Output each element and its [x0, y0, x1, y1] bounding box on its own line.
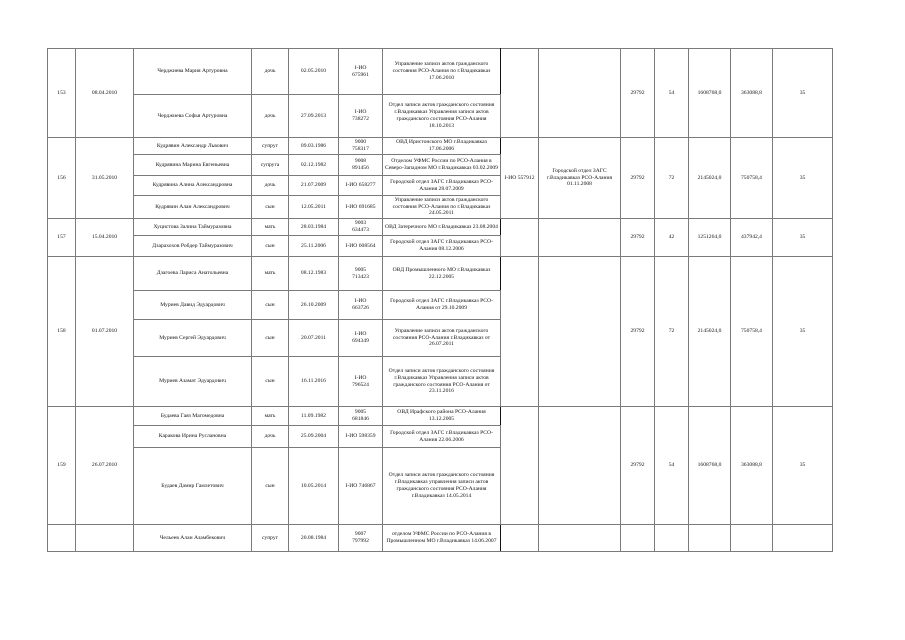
member-issuer: отделом УФМС России по РСО-Алания в Промышленном МО г.Владикавказ 14.06.2007 [383, 525, 501, 552]
document-series: 9005 [354, 409, 367, 416]
document-number: 658277 [358, 182, 376, 188]
member-relation: сын [252, 196, 289, 219]
member-name: Кудрявин Алан Александрович [134, 196, 252, 219]
quantity-value: 29792 [621, 138, 655, 219]
document-series: I-ИО [354, 109, 367, 116]
member-issuer: Отдел записи актов гражданского состояния г.Владикавказ Управления записи актов гражданского состояния РСО-Алания 18.10.2013 [383, 95, 501, 138]
member-relation: сын [252, 357, 289, 407]
member-document [339, 95, 383, 138]
member-relation: дочь [252, 426, 289, 448]
quantity-value: 29792 [621, 257, 655, 407]
sum-total: 1608768,0 [689, 407, 731, 525]
table-row [48, 257, 833, 291]
member-name: Кудрявин Александр Львович [134, 138, 252, 155]
member-name: Муриев Давид Эдуардович [134, 291, 252, 320]
certificate-number [501, 407, 539, 525]
document-series: I-ИО [354, 374, 367, 381]
document-number: 796524 [352, 381, 369, 388]
member-document [339, 155, 383, 176]
member-name: Каракова Ирина Руслановна [134, 426, 252, 448]
document-number: 608564 [358, 242, 376, 249]
member-name: Чельеев Алан Азамбекович [134, 525, 252, 552]
member-name: Хуцистова Залина Таймуразовна [134, 219, 252, 236]
certificate-issuer [539, 525, 621, 552]
code-value: 35 [773, 407, 833, 525]
member-birthdate: 28.03.1984 [289, 219, 339, 236]
document-number: 738272 [352, 116, 369, 122]
member-relation: дочь [252, 176, 289, 196]
member-document [339, 196, 383, 219]
record-date: 08.04.2010 [76, 49, 134, 138]
sum-total [689, 525, 731, 552]
registry-table [47, 48, 833, 552]
member-relation: супруг [252, 525, 289, 552]
document-series: 9003 [354, 220, 367, 227]
document-number: 598359 [358, 433, 376, 439]
member-document [339, 176, 383, 196]
record-number: 153 [48, 49, 76, 138]
member-name: Будаев Дамир Гамлетович [134, 448, 252, 525]
member-relation: сын [252, 320, 289, 357]
quantity-value: 29792 [621, 407, 655, 525]
member-birthdate: 25.09.2004 [289, 426, 339, 448]
record-date: 01.07.2010 [76, 257, 134, 407]
document-series: I-ИО [354, 64, 367, 71]
member-birthdate: 02.05.2010 [289, 49, 339, 95]
area-value [655, 525, 689, 552]
document-number: 797992 [352, 538, 369, 544]
document-series: I-ИО [354, 298, 367, 305]
member-issuer: Отдел записи актов гражданского состояния г.Владикавказ Управления записи актов гражданского состояния РСО-Алания от 23.11.2016 [383, 357, 501, 407]
code-value: 35 [773, 219, 833, 257]
registry-body [48, 49, 833, 552]
area-value: 72 [655, 257, 689, 407]
member-issuer: Отделом УФМС России по РСО-Алания в Северо-Западном МО г.Владикавказ 03.02.2009 [383, 155, 501, 176]
certificate-issuer [539, 407, 621, 525]
document-series: I-ИО [345, 182, 358, 188]
sum-share: 750758,4 [731, 257, 773, 407]
member-birthdate: 26.10.2009 [289, 291, 339, 320]
area-value: 72 [655, 138, 689, 219]
document-series: I-ИО [345, 482, 358, 489]
member-issuer: Городской отдел ЗАГС г.Владикавказ РСО-Алания от 29.10.2009 [383, 291, 501, 320]
quantity-value: 29792 [621, 49, 655, 138]
member-issuer: Управление записи актов гражданского состояния РСО-Алания г.Владикавказ от 26.07.2011 [383, 320, 501, 357]
document-number: 891456 [352, 165, 369, 171]
document-series: 9005 [354, 266, 367, 273]
certificate-number [501, 525, 539, 552]
member-birthdate: 27.09.2013 [289, 95, 339, 138]
document-series: 9008 [354, 158, 367, 165]
member-issuer: ОВД Ирафского района РСО-Алания 13.12.2005 [383, 407, 501, 426]
document-series: I-ИО [345, 203, 358, 210]
member-document [339, 138, 383, 155]
certificate-issuer: Городской отдел ЗАГС г.Владикавказ РСО-Алания 01.11.2008 [539, 138, 621, 219]
member-document [339, 357, 383, 407]
area-value: 42 [655, 219, 689, 257]
sum-share: 363088,8 [731, 407, 773, 525]
member-name: Дзарахохов Робдер Таймуразович [134, 236, 252, 257]
code-value: 35 [773, 138, 833, 219]
member-document [339, 525, 383, 552]
document-number: 634473 [352, 227, 369, 233]
table-row [48, 407, 833, 426]
member-birthdate: 21.07.2009 [289, 176, 339, 196]
document-number: 691685 [358, 203, 376, 210]
member-document [339, 426, 383, 448]
record-number: 158 [48, 257, 76, 407]
member-relation: мать [252, 407, 289, 426]
member-relation: сын [252, 291, 289, 320]
member-name: Черджиева Софья Артуровна [134, 95, 252, 138]
certificate-issuer [539, 257, 621, 407]
document-number: 713423 [352, 273, 369, 280]
member-issuer: ОВД Промышленного МО г.Владикавказ 22.12.2005 [383, 257, 501, 291]
record-date: 15.04.2010 [76, 219, 134, 257]
member-relation: супруга [252, 155, 289, 176]
code-value: 35 [773, 49, 833, 138]
document-number: 694349 [352, 338, 369, 344]
member-relation: дочь [252, 49, 289, 95]
member-birthdate: 12.05.2011 [289, 196, 339, 219]
member-issuer: ОВД Иристонского МО г.Владикавказ 17.06.2006 [383, 138, 501, 155]
table-row [48, 525, 833, 552]
certificate-issuer [539, 49, 621, 138]
member-issuer: Городской отдел ЗАГС г.Владикавказ РСО-Алания 08.12.2006 [383, 236, 501, 257]
quantity-value [621, 525, 655, 552]
document-series: I-ИО [354, 331, 367, 338]
document-number: 663726 [352, 305, 369, 311]
table-row [48, 219, 833, 236]
sum-share [731, 525, 773, 552]
member-name: Будаева Гаяз Магомедовна [134, 407, 252, 426]
member-relation: мать [252, 219, 289, 236]
member-issuer: Отдел записи актов гражданского состояния г.Владикавказ управления записи актов гражданского состояния РСО-Алания г.Владикавказ 14.05.2014 [383, 448, 501, 525]
member-birthdate: 09.03.1986 [289, 138, 339, 155]
member-issuer: Управление записи актов гражданского состояния РСО-Алания по г.Владикавказ 24.05.2011 [383, 196, 501, 219]
certificate-number [501, 49, 539, 138]
code-value: 35 [773, 257, 833, 407]
record-date: 26.07.2010 [76, 407, 134, 525]
document-number: 758317 [352, 146, 369, 152]
certificate-issuer [539, 219, 621, 257]
member-issuer: ОВД Затеречного МО г.Владикавказ 23.08.2004 [383, 219, 501, 236]
record-number: 156 [48, 138, 76, 219]
member-issuer: Управление записи актов гражданского состояния РСО-Алания по г.Владикавказ 17.06.2010 [383, 49, 501, 95]
member-birthdate: 02.12.1982 [289, 155, 339, 176]
record-number [48, 525, 76, 552]
certificate-number [501, 257, 539, 407]
member-document [339, 236, 383, 257]
quantity-value: 29792 [621, 219, 655, 257]
member-document [339, 291, 383, 320]
member-document [339, 49, 383, 95]
member-document [339, 257, 383, 291]
sum-share: 363088,8 [731, 49, 773, 138]
document-number: 746867 [358, 482, 376, 489]
member-name: Муриев Сергей Эдуардович [134, 320, 252, 357]
document-series: 9000 [354, 139, 367, 146]
member-document [339, 407, 383, 426]
document-number: 675961 [352, 71, 369, 78]
area-value: 54 [655, 49, 689, 138]
document-series: I-ИО [345, 242, 358, 249]
record-number: 157 [48, 219, 76, 257]
record-number: 159 [48, 407, 76, 525]
record-date [76, 525, 134, 552]
sum-total: 2145024,0 [689, 257, 731, 407]
sum-total: 2145024,0 [689, 138, 731, 219]
member-birthdate: 20.08.1984 [289, 525, 339, 552]
member-birthdate: 25.11.2006 [289, 236, 339, 257]
sum-share: 750758,4 [731, 138, 773, 219]
member-document [339, 448, 383, 525]
member-relation: сын [252, 236, 289, 257]
member-issuer: Городской отдел ЗАГС г.Владикавказ РСО-Алания 28.07.2009 [383, 176, 501, 196]
area-value: 54 [655, 407, 689, 525]
member-relation: сын [252, 448, 289, 525]
member-name: Черджиева Мария Артуровна [134, 49, 252, 95]
table-row [48, 138, 833, 155]
member-birthdate: 08.12.1983 [289, 257, 339, 291]
document-series: I-ИО [345, 433, 358, 439]
code-value [773, 525, 833, 552]
table-row [48, 49, 833, 95]
member-birthdate: 20.07.2011 [289, 320, 339, 357]
document-number: 681846 [352, 416, 369, 422]
member-name: Кудрявина Марина Евгеньевна [134, 155, 252, 176]
member-relation: супруг [252, 138, 289, 155]
certificate-number [501, 219, 539, 257]
member-birthdate: 10.05.2014 [289, 448, 339, 525]
member-name: Муриев Азамат Эдуардович [134, 357, 252, 407]
member-relation: мать [252, 257, 289, 291]
sum-share: 437942,4 [731, 219, 773, 257]
member-issuer: Городской отдел ЗАГС г.Владикавказ РСО-Алания 22.06.2006 [383, 426, 501, 448]
record-date: 31.05.2010 [76, 138, 134, 219]
member-document [339, 219, 383, 236]
member-birthdate: 16.11.2016 [289, 357, 339, 407]
member-relation: дочь [252, 95, 289, 138]
member-document [339, 320, 383, 357]
member-birthdate: 11.09.1982 [289, 407, 339, 426]
sum-total: 1251264,0 [689, 219, 731, 257]
certificate-number: I-ИО 557912 [501, 138, 539, 219]
member-name: Дзагоева Лариса Анатольевна [134, 257, 252, 291]
member-name: Кудрявина Алина Александровна [134, 176, 252, 196]
document-series: 9007 [354, 531, 367, 538]
sum-total: 1608768,0 [689, 49, 731, 138]
